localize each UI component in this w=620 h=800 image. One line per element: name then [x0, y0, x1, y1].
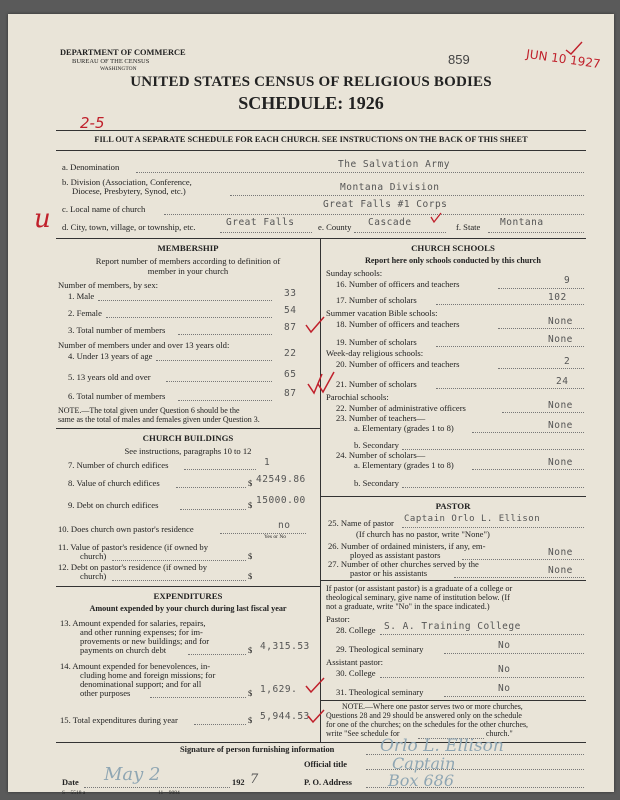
q14-check-icon: [304, 676, 326, 694]
q9-value: 15000.00: [256, 495, 306, 506]
q20-label: 20. Number of officers and teachers: [336, 359, 460, 369]
q24a-line: [472, 469, 584, 470]
q19-value: None: [548, 334, 573, 345]
q24a-value: None: [548, 457, 573, 468]
q10-value: no: [278, 520, 291, 531]
official-title-label: Official title: [304, 760, 348, 769]
q3-check-icon: [304, 316, 326, 334]
local-name-line: [164, 214, 584, 215]
graduate-rule: [320, 580, 586, 581]
pastor-subheading: Pastor:: [326, 614, 350, 624]
graduate-instruction-2: theological seminary, give name of institution below. (If: [326, 593, 510, 602]
q9-dollar-sign: $: [248, 500, 253, 510]
column-divider: [320, 238, 321, 742]
division-label: b. Division (Association, Conference,: [62, 177, 192, 187]
buildings-subheading: See instructions, paragraphs 10 to 12: [124, 446, 252, 456]
q31-value: No: [498, 683, 511, 694]
q14-label: 14. Amount expended for benevolences, in-: [60, 661, 211, 671]
q4-label: 4. Under 13 years of age: [68, 351, 153, 361]
q23a-label: a. Elementary (grades 1 to 8): [354, 423, 454, 433]
section-top-rule: [56, 238, 586, 239]
q18-value: None: [548, 316, 573, 327]
q1-line: [98, 300, 272, 301]
form-subtitle: SCHEDULE: 1926: [238, 93, 384, 113]
official-title-value: Captain: [392, 754, 456, 773]
q15-check-icon: [306, 708, 326, 724]
q28-line: [380, 634, 584, 635]
state-label: f. State: [456, 222, 481, 232]
q1-label: 1. Male: [68, 291, 95, 301]
q8-value: 42549.86: [256, 474, 306, 485]
q18-label: 18. Number of officers and teachers: [336, 319, 460, 329]
census-schedule-sheet: [8, 14, 614, 796]
q25-line: [402, 527, 584, 528]
q20-line: [498, 368, 584, 369]
q30-label: 30. College: [336, 668, 376, 678]
q15-label: 15. Total expenditures during year: [60, 715, 178, 725]
q4-value: 22: [284, 348, 297, 359]
pastor-note-5: church.": [486, 729, 513, 738]
q29-line: [444, 653, 584, 654]
form-title: UNITED STATES CENSUS OF RELIGIOUS BODIES: [130, 74, 492, 90]
department-name: DEPARTMENT OF COMMERCE: [60, 48, 186, 57]
q5-label: 5. 13 years old and over: [68, 372, 151, 382]
pastor-note: NOTE.—Where one pastor serves two or more churches,: [342, 702, 523, 711]
q24-label: 24. Number of scholars—: [336, 450, 426, 460]
q9-line: [180, 509, 246, 510]
q13-label: 13. Amount expended for salaries, repairs,: [60, 618, 206, 628]
header-rule: [56, 130, 586, 131]
q4-line: [156, 360, 272, 361]
q5-value: 65: [284, 369, 297, 380]
buildings-heading: CHURCH BUILDINGS: [142, 433, 234, 443]
q15-dollar-sign: $: [248, 715, 253, 725]
q14-line: [150, 697, 246, 698]
q13-line: [188, 654, 246, 655]
q11-line: [112, 560, 246, 561]
date-value: May 2: [104, 764, 161, 785]
q26-label-2: ployed as assistant pastors: [350, 550, 441, 560]
year-suffix: 7: [250, 772, 259, 787]
red-note-mark: 2-5: [80, 114, 105, 132]
q8-dollar-sign: $: [248, 478, 253, 488]
signature-label: Signature of person furnishing information: [180, 745, 335, 754]
buildings-rule: [56, 428, 320, 429]
pastor-note-2: Questions 28 and 29 should be answered only on the schedule: [326, 711, 522, 720]
q25-value: Captain Orlo L. Ellison: [404, 514, 541, 524]
q13-label-3: provements or new buildings; and for: [80, 636, 210, 646]
q11-label-2: church): [80, 551, 107, 561]
q2-line: [106, 317, 272, 318]
q26-value: None: [548, 547, 573, 558]
q6-value: 87: [284, 388, 297, 399]
q19-line: [436, 346, 584, 347]
members-by-sex-label: Number of members, by sex:: [58, 280, 158, 290]
pastor-rule: [320, 496, 586, 497]
q27-value: None: [548, 565, 573, 576]
q16-label: 16. Number of officers and teachers: [336, 279, 460, 289]
state-value: Montana: [500, 217, 544, 228]
q16-line: [498, 288, 584, 289]
q13-value: 4,315.53: [260, 641, 310, 652]
form-code: S—5518 a: [62, 790, 86, 796]
q3-value: 87: [284, 322, 297, 333]
q10-line: [220, 533, 306, 534]
pastor-heading: PASTOR: [435, 501, 471, 511]
schools-heading: CHURCH SCHOOLS: [411, 243, 495, 253]
graduate-instruction: If pastor (or assistant pastor) is a graduate of a college or: [326, 584, 513, 593]
po-address-value: Box 686: [388, 771, 455, 790]
parochial-schools-label: Parochial schools:: [326, 392, 389, 402]
q14-dollar-sign: $: [248, 688, 253, 698]
division-label-2: Diocese, Presbytery, Synod, etc.): [72, 186, 186, 196]
q7-value: 1: [264, 457, 271, 468]
q7-line: [184, 469, 256, 470]
q16-value: 9: [564, 275, 571, 286]
q3-label: 3. Total number of members: [68, 325, 166, 335]
q31-line: [444, 696, 584, 697]
q13-label-4: payments on church debt: [80, 645, 167, 655]
q13-dollar-sign: $: [248, 645, 253, 655]
q14-label-4: other purposes: [80, 688, 131, 698]
q28-label: 28. College: [336, 625, 376, 635]
age-group-label: Number of members under and over 13 years old:: [58, 340, 230, 350]
membership-intro: Report number of members according to definition of: [95, 256, 281, 266]
q29-label: 29. Theological seminary: [336, 644, 424, 654]
local-name-label: c. Local name of church: [62, 204, 146, 214]
po-address-label: P. O. Address: [304, 778, 352, 787]
q2-label: 2. Female: [68, 308, 102, 318]
schools-subheading: Report here only schools conducted by this church: [365, 256, 541, 265]
q3-line: [178, 334, 272, 335]
expenditures-rule: [56, 586, 320, 587]
q7-label: 7. Number of church edifices: [68, 460, 169, 470]
received-date-stamp: JUN 10 1927: [525, 46, 602, 72]
q24b-label: b. Secondary: [354, 478, 399, 488]
q17-value: 102: [548, 292, 567, 303]
graduate-instruction-3: not a graduate, write "No" in the space indicated.): [326, 602, 490, 611]
q24b-line: [402, 487, 584, 488]
city-value: Great Falls: [226, 217, 295, 228]
local-name-value: Great Falls #1 Corps: [323, 199, 448, 210]
q27-label: 27. Number of other churches served by the: [328, 559, 479, 569]
q23-label: 23. Number of teachers—: [336, 413, 426, 423]
q11-dollar-sign: $: [248, 551, 253, 561]
q19-label: 19. Number of scholars: [336, 337, 417, 347]
q21-label: 21. Number of scholars: [336, 379, 417, 389]
bureau-city: WASHINGTON: [100, 66, 137, 72]
q12-line: [112, 580, 246, 581]
division-value: Montana Division: [340, 182, 440, 193]
q6-line: [178, 400, 272, 401]
pastor-note-rule: [320, 700, 586, 701]
q30-line: [380, 677, 584, 678]
denomination-label: a. Denomination: [62, 162, 120, 172]
q25-label: 25. Name of pastor: [328, 518, 394, 528]
footer-rule: [56, 742, 586, 743]
membership-intro-2: member in your church: [147, 266, 229, 276]
q12-dollar-sign: $: [248, 571, 253, 581]
state-line: [488, 232, 584, 233]
q21-value: 24: [556, 376, 569, 387]
denomination-line: [136, 172, 584, 173]
q21-line: [436, 388, 584, 389]
county-line: [354, 232, 446, 233]
form-number: 859: [448, 52, 470, 67]
red-u-mark: u: [34, 204, 51, 234]
signature-value: Orlo L. Ellison: [380, 736, 504, 756]
q27-label-2: pastor or his assistants: [350, 568, 428, 578]
county-value: Cascade: [368, 217, 412, 228]
pastor-note-4: write "See schedule for: [326, 729, 400, 738]
q17-label: 17. Number of scholars: [336, 295, 417, 305]
q12-label: 12. Debt on pastor's residence (if owned by: [58, 562, 208, 572]
summer-schools-label: Summer vacation Bible schools:: [326, 308, 438, 318]
q27-line: [454, 577, 584, 578]
membership-note: NOTE.—The total given under Question 6 should be the: [58, 406, 240, 415]
q28-value: S. A. Training College: [384, 621, 521, 632]
q1-value: 33: [284, 288, 297, 299]
membership-heading: MEMBERSHIP: [157, 243, 219, 253]
q22-line: [502, 412, 584, 413]
q24a-label: a. Elementary (grades 1 to 8): [354, 460, 454, 470]
instruction-rule: [56, 150, 586, 151]
q23a-value: None: [548, 420, 573, 431]
q29-value: No: [498, 640, 511, 651]
expenditures-subheading: Amount expended by your church during last fiscal year: [89, 604, 287, 613]
denomination-value: The Salvation Army: [338, 159, 450, 170]
q14-value: 1,629.: [260, 684, 298, 695]
city-line: [220, 232, 312, 233]
q20-value: 2: [564, 356, 571, 367]
q2-value: 54: [284, 305, 297, 316]
q31-label: 31. Theological seminary: [336, 687, 424, 697]
year-prefix: 192: [232, 778, 245, 787]
date-label: Date: [62, 778, 79, 787]
q14-label-2: cluding home and foreign missions; for: [80, 670, 216, 680]
q22-label: 22. Number of administrative officers: [336, 403, 466, 413]
sunday-schools-label: Sunday schools:: [326, 268, 383, 278]
q22-value: None: [548, 400, 573, 411]
stamp-check-icon: [564, 40, 584, 56]
q5-line: [166, 381, 272, 382]
weekday-schools-label: Week-day religious schools:: [326, 348, 424, 358]
assistant-pastor-subheading: Assistant pastor:: [326, 657, 384, 667]
q25-hint: (If church has no pastor, write "None"): [356, 529, 490, 539]
division-line: [230, 195, 584, 196]
county-label: e. County: [318, 222, 352, 232]
form-instruction: FILL OUT A SEPARATE SCHEDULE FOR EACH CHURCH. SEE INSTRUCTIONS ON THE BACK OF THIS SHEET: [94, 135, 528, 144]
date-line: [84, 787, 230, 788]
q8-label: 8. Value of church edifices: [68, 478, 160, 488]
q14-label-3: denominational support; and for all: [80, 679, 202, 689]
q15-value: 5,944.53: [260, 711, 310, 722]
q12-label-2: church): [80, 571, 107, 581]
county-check-icon: [430, 212, 442, 224]
city-label: d. City, town, village, or township, etc.: [62, 222, 196, 232]
bureau-name: BUREAU OF THE CENSUS: [72, 58, 150, 65]
expenditures-heading: EXPENDITURES: [153, 591, 223, 601]
q13-label-2: and other running expenses; for im-: [80, 627, 203, 637]
q18-line: [498, 328, 584, 329]
q23a-line: [472, 432, 584, 433]
q30-value: No: [498, 664, 511, 675]
q6-label: 6. Total number of members: [68, 391, 166, 401]
q23b-label: b. Secondary: [354, 440, 399, 450]
q26-label: 26. Number of ordained ministers, if any, em-: [328, 541, 486, 551]
membership-note-2: same as the total of males and females given under Question 3.: [58, 415, 260, 424]
q10-label: 10. Does church own pastor's residence: [58, 524, 194, 534]
q9-label: 9. Debt on church edifices: [68, 500, 159, 510]
q8-line: [176, 487, 246, 488]
q10-hint: Yes or No: [264, 534, 287, 540]
pastor-note-3: for one of the churches; on the schedules for the other churches,: [326, 720, 529, 729]
q23b-line: [402, 449, 584, 450]
q15-line: [194, 724, 246, 725]
q26-line: [462, 559, 584, 560]
q17-line: [436, 304, 584, 305]
q11-label: 11. Value of pastor's residence (if owned by: [58, 542, 208, 552]
print-code: 11—9084: [158, 790, 180, 796]
